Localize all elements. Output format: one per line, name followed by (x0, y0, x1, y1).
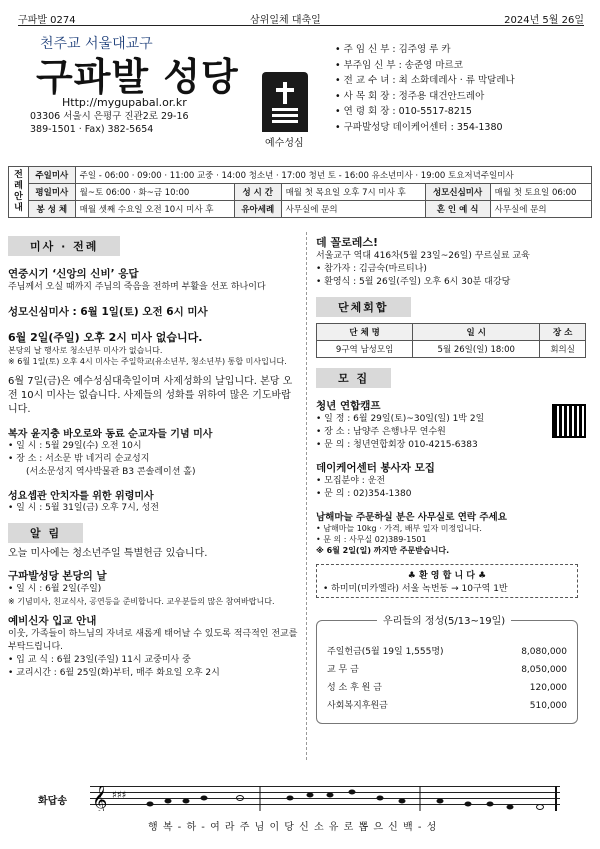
svg-text:𝄞: 𝄞 (92, 786, 108, 811)
schedule-side-label: 전례안내 (9, 167, 29, 218)
notice-title: 데이케어센터 봉사자 모집 (316, 462, 435, 474)
notice-line: • 교리시간 : 6월 25일(화)부터, 매주 화요일 오후 2시 (8, 668, 220, 678)
staff-list (335, 42, 515, 135)
notice-line: • 문 의 : 사무실 02)389-1501 (316, 535, 427, 544)
section-header-liturgy: 미사 · 전례 (8, 236, 120, 256)
offering-amount: 8,050,000 (521, 665, 567, 675)
music-notes-icon (90, 786, 560, 811)
schedule-value: 사무실에 문의 (490, 201, 591, 218)
parish-contact (30, 110, 189, 136)
notice-line: • 남해마늘 10kg · 가격, 배부 일자 미정입니다. (316, 524, 482, 533)
staff-item: • 부주임 신 부 : 송준영 마르코 (335, 58, 515, 74)
section-header-recruit: 모 집 (316, 368, 391, 388)
diocese: 천주교 서울대교구 (40, 36, 153, 52)
top-bar (18, 10, 584, 26)
notice-line: • 입 교 식 : 6월 23일(주일) 11시 교중미사 중 (8, 655, 191, 665)
offering-amount: 510,000 (529, 701, 567, 711)
notice-line: • 장 소 : 남양주 은행나무 연수원 (316, 427, 446, 437)
notice-title: 성요셉관 안치자를 위한 위령미사 (8, 491, 154, 502)
notice-line: • 문 의 : 청년연합회장 010-4215-6383 (316, 440, 478, 450)
notice-title: 복자 윤지충 바오로와 동료 순교자들 기념 미사 (8, 429, 213, 440)
notice-body: 본당의 날 행사로 청소년부 미사가 없습니다. (8, 346, 163, 355)
staff-item: • 구파발성당 데이케어센터 : 354-1380 (335, 120, 515, 136)
notice-title: 남해마늘 주문하실 분은 사무실로 연락 주세요 (316, 512, 507, 523)
schedule-label: 성 시 간 (234, 184, 281, 201)
feast-title: 삼위일체 대축일 (250, 15, 321, 26)
offering-row (327, 661, 567, 679)
table-row (317, 341, 586, 358)
table-cell: 회의실 (540, 341, 586, 358)
notice-line: • 참가자 : 김금숙(마르티나) (316, 264, 427, 274)
offering-label: 교 무 금 (327, 665, 359, 675)
section-header-groups: 단체회합 (316, 297, 411, 317)
notice-line: • 모집분야 : 운전 (316, 476, 386, 486)
schedule-value: 매월 첫 목요일 오후 7시 미사 후 (281, 184, 425, 201)
notice-title: 6월 2일(주일) 오후 2시 미사 없습니다. (8, 331, 203, 344)
notice-line: ※ 6월 2일(일) 까지만 주문받습니다. (316, 546, 450, 555)
column-divider (306, 232, 307, 760)
offering-row (327, 679, 567, 697)
table-cell: 5월 26일(일) 18:00 (413, 341, 540, 358)
staff-item: • 전 교 수 녀 : 최 소화데레사 · 류 막달레나 (335, 73, 515, 89)
notice-line: • 일 정 : 6월 29일(토)~30일(일) 1박 2일 (316, 414, 485, 424)
table-header: 단 체 명 (317, 324, 413, 341)
schedule-label: 평일미사 (29, 184, 76, 201)
bulletin-date: 2024년 5월 26일 (504, 15, 584, 26)
welcome-box (316, 564, 578, 598)
schedule-value: 사무실에 문의 (281, 201, 425, 218)
notice-title: 구파발성당 본당의 날 (8, 570, 107, 582)
parish-address: 03306 서울시 은평구 진관2로 29-16 (30, 111, 189, 122)
notice-body: 주님께서 오실 때까지 주님의 죽음을 전하며 부활을 선포 하나이다 (8, 282, 266, 292)
notice-line: • 일 시 : 6월 2일(주일) (8, 584, 102, 594)
svg-text:♯♯♯: ♯♯♯ (112, 790, 127, 801)
offering-label: 성 소 후 원 금 (327, 683, 382, 693)
staff-item: • 사 목 회 장 : 정주용 대건안드레아 (335, 89, 515, 105)
offering-box (316, 616, 578, 724)
offering-label: 사회복지후원금 (327, 701, 388, 711)
camp-notice (316, 398, 592, 452)
offering-amount: 8,080,000 (521, 647, 567, 657)
left-column (8, 232, 300, 680)
notice-body: 6월 7일(금)은 예수성심대축일이며 사제성화의 날입니다. 본당 오전 10시 미사는 없습니다. 사제들의 성화를 위하여 많은 기도바랍니다. (8, 376, 293, 415)
offering-title: 우리들의 정성(5/13~19일) (377, 612, 511, 627)
parish-url[interactable]: Http://mygupabal.or.kr (62, 96, 187, 109)
welcome-title: ♣ 환 영 합 니 다 ♣ (407, 571, 487, 581)
liturgy-schedule-table (8, 166, 592, 218)
section-header-notices: 알 림 (8, 523, 83, 543)
offering-label: 주일헌금(5월 19일 1,555명) (327, 647, 444, 657)
schedule-value: 매월 첫 토요일 06:00 (490, 184, 591, 201)
notice-line: • 장 소 : 서소문 밖 네거리 순교성지 (8, 454, 150, 464)
table-header: 장 소 (540, 324, 586, 341)
notice-body: ※ 6월 1일(토) 오후 4시 미사는 주일학교(유소년부, 청소년부) 통합 미사입니다. (8, 357, 287, 366)
notice-title: 예비신자 입교 안내 (8, 615, 97, 627)
offering-amount: 120,000 (529, 683, 567, 693)
responsorial-psalm (8, 778, 592, 838)
notice-title: 성모신심미사 : 6월 1일(토) 오전 6시 미사 (8, 306, 208, 318)
schedule-value: 월~토 06:00 · 화~금 10:00 (75, 184, 234, 201)
right-column (316, 232, 592, 724)
schedule-label: 성모신심미사 (425, 184, 490, 201)
music-staff (90, 786, 560, 810)
offering-row (327, 697, 567, 715)
schedule-label: 혼 인 예 식 (425, 201, 490, 218)
table-header: 일 시 (413, 324, 540, 341)
issue-number: 구파발 0274 (18, 15, 76, 26)
church-logo-icon (262, 72, 308, 132)
notice-line: • 환영식 : 5월 26일(주일) 오후 6시 30분 대강당 (316, 277, 511, 287)
staff-item: • 주 임 신 부 : 김주영 루 카 (335, 42, 515, 58)
schedule-value: 주일 - 06:00 · 09:00 · 11:00 교중 · 14:00 청소년 · 17:00 청년 토 - 16:00 유소년미사 · 19:00 토요저녁주일미사 (75, 167, 591, 184)
logo-caption: 예수성심 (265, 138, 304, 149)
staff-item: • 연 령 회 장 : 010-5517-8215 (335, 104, 515, 120)
notice-line: • 일 시 : 5월 31일(금) 오후 7시, 성전 (8, 503, 159, 513)
psalm-label: 화답송 (38, 796, 67, 807)
notice-body: 서울교구 역대 416차(5월 23일~26일) 꾸르실료 교육 (316, 251, 530, 261)
notice-line: • 일 시 : 5월 29일(수) 오전 10시 (8, 441, 142, 451)
schedule-label: 유아세례 (234, 201, 281, 218)
notice-line: ※ 기념미사, 친교식사, 공연등을 준비합니다. 교우분들의 많은 참여바랍니다. (8, 597, 275, 606)
notice-body: 오늘 미사에는 청소년주일 특별헌금 있습니다. (8, 548, 208, 559)
parish-phone: 389-1501 · Fax) 382-5654 (30, 124, 154, 135)
notice-body: 이웃, 가족들이 하느님의 자녀로 새롭게 태어날 수 있도록 적극적인 전교를 부탁드립니다. (8, 629, 298, 652)
offering-row (327, 643, 567, 661)
schedule-label: 주일미사 (29, 167, 76, 184)
notice-title: 데 꼴로레스! (316, 236, 378, 249)
notice-title: 연중시기 ‘신앙의 신비’ 응답 (8, 268, 139, 280)
schedule-label: 봉 성 체 (29, 201, 76, 218)
psalm-lyrics: 행 복 - 하 - 여 라 주 님 이 당 신 소 유 로 뽑 으 신 백 - 성 (148, 822, 438, 833)
notice-title: 청년 연합캠프 (316, 400, 381, 412)
notice-line: • 문 의 : 02)354-1380 (316, 489, 412, 499)
table-cell: 9구역 남성모임 (317, 341, 413, 358)
welcome-body: • 하미미(미카엘라) 서울 녹번동 → 10구역 1반 (323, 584, 508, 594)
notice-line: (서소문성지 역사박물관 B3 콘솔레이션 홀) (26, 467, 196, 477)
schedule-value: 매월 셋째 수요일 오전 10시 미사 후 (75, 201, 234, 218)
group-meeting-table (316, 323, 586, 358)
qr-code-icon[interactable] (552, 404, 586, 438)
parish-name: 구파발 성당 (36, 55, 239, 99)
